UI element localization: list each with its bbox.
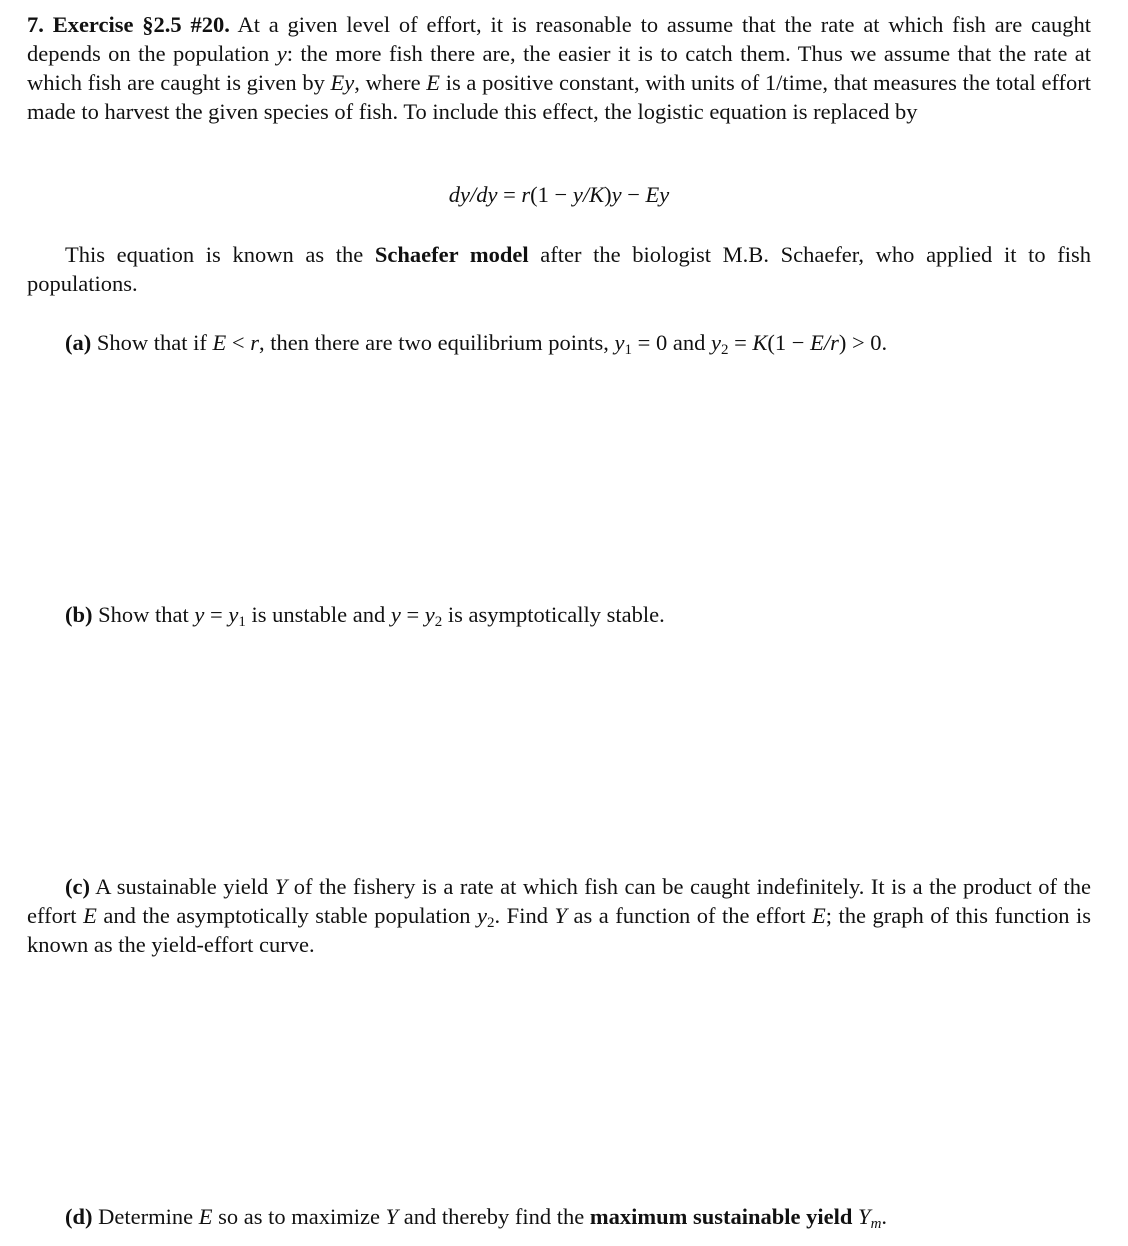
math-var: r — [250, 330, 259, 355]
part-label: (b) — [65, 602, 93, 627]
part-d — [65, 1202, 1091, 1231]
math-op: = — [728, 330, 753, 355]
intro-text: , where — [354, 70, 427, 95]
part-label: (d) — [65, 1204, 93, 1229]
math-var: y — [390, 602, 401, 627]
intro-text: is a positive constant, with units of 1/time, that measures the total effort made to harvest the given species of fish. To include this effect, the logistic equation is replaced by — [27, 70, 1092, 124]
math-op: = — [204, 602, 229, 627]
math-var: y/K — [572, 182, 605, 207]
part-text: and thereby find the — [398, 1204, 590, 1229]
part-text: Show that if — [91, 330, 213, 355]
math-var: E/r — [810, 330, 839, 355]
math-op: ) — [604, 182, 612, 207]
part-label: (c) — [65, 874, 90, 899]
math-var: y — [611, 182, 622, 207]
math-var: y — [194, 602, 205, 627]
part-text: so as to maximize — [212, 1204, 386, 1229]
math-subscript: 2 — [487, 915, 495, 931]
math-var: y — [228, 602, 239, 627]
math-var: y — [710, 330, 721, 355]
bold-term: maximum sustainable yield — [589, 1204, 853, 1229]
part-label: (a) — [65, 330, 92, 355]
part-b — [65, 600, 1091, 629]
note-text: after the biologist M.B. Schaefer, who applied it to fish populations. — [27, 242, 1092, 296]
math-var: Y — [554, 903, 567, 928]
part-text: , then there are two equilibrium points, — [258, 330, 615, 355]
math-op: (1 − — [530, 182, 573, 207]
math-var: y — [477, 903, 488, 928]
math-var: E — [83, 903, 97, 928]
part-text: A sustainable yield — [89, 874, 275, 899]
math-var: dy/dy — [448, 182, 498, 207]
math-subscript: 2 — [720, 342, 729, 358]
math-op: (1 − — [767, 330, 811, 355]
exercise-reference: Exercise §2.5 #20. — [52, 12, 230, 37]
schaefer-note — [27, 240, 1091, 298]
part-text: and the asymptotically stable population — [96, 903, 478, 928]
math-var: K — [752, 330, 768, 355]
intro-text: : the more fish there are, the easier it is to catch them. Thus we assume that the rate at which fish are caught is given by — [27, 41, 1091, 95]
part-text: is unstable and — [245, 602, 391, 627]
math-var: y — [424, 602, 435, 627]
math-subscript: 1 — [238, 614, 246, 630]
problem-number: 7. — [27, 12, 44, 37]
math-var: E — [812, 903, 826, 928]
part-text: ; the graph of this function is known as the yield-effort curve. — [27, 903, 1092, 957]
math-var: y — [276, 41, 287, 66]
math-subscript: m — [870, 1216, 882, 1232]
math-op: − — [621, 182, 646, 207]
math-var: E — [198, 1204, 213, 1229]
math-var: E — [212, 330, 227, 355]
math-var: r — [521, 182, 531, 207]
part-text: is asymptotically stable. — [442, 602, 665, 627]
part-c — [27, 872, 1091, 959]
part-text: Determine — [92, 1204, 199, 1229]
math-var: Ey — [645, 182, 670, 207]
part-text: as a function of the effort — [566, 903, 813, 928]
bold-term: Schaefer model — [374, 242, 529, 267]
math-op: < — [226, 330, 251, 355]
math-var: E — [426, 70, 441, 95]
intro-text: At a given level of effort, it is reasonable to assume that the rate at which fish are caught depends on the population — [27, 12, 1091, 66]
math-subscript: 1 — [624, 342, 633, 358]
math-var: Y — [274, 874, 288, 899]
part-text: of the fishery is a rate at which fish can be caught indefinitely. It is a the product of the effort — [27, 874, 1092, 928]
math-var: Y — [385, 1204, 399, 1229]
math-var: Y — [858, 1204, 871, 1229]
math-op: ) > 0. — [838, 330, 888, 355]
problem-intro — [27, 10, 1091, 126]
math-op: = — [400, 602, 425, 627]
part-text: = 0 and — [632, 330, 711, 355]
math-var: y — [614, 330, 625, 355]
part-text: Show that — [92, 602, 195, 627]
part-text: . — [881, 1204, 888, 1229]
schaefer-equation — [27, 180, 1091, 209]
math-op: = — [497, 182, 522, 207]
note-text: This equation is known as the — [65, 242, 375, 267]
math-subscript: 2 — [434, 614, 443, 630]
math-var: Ey — [330, 70, 355, 95]
part-text: . Find — [494, 903, 555, 928]
part-a — [65, 328, 1091, 357]
